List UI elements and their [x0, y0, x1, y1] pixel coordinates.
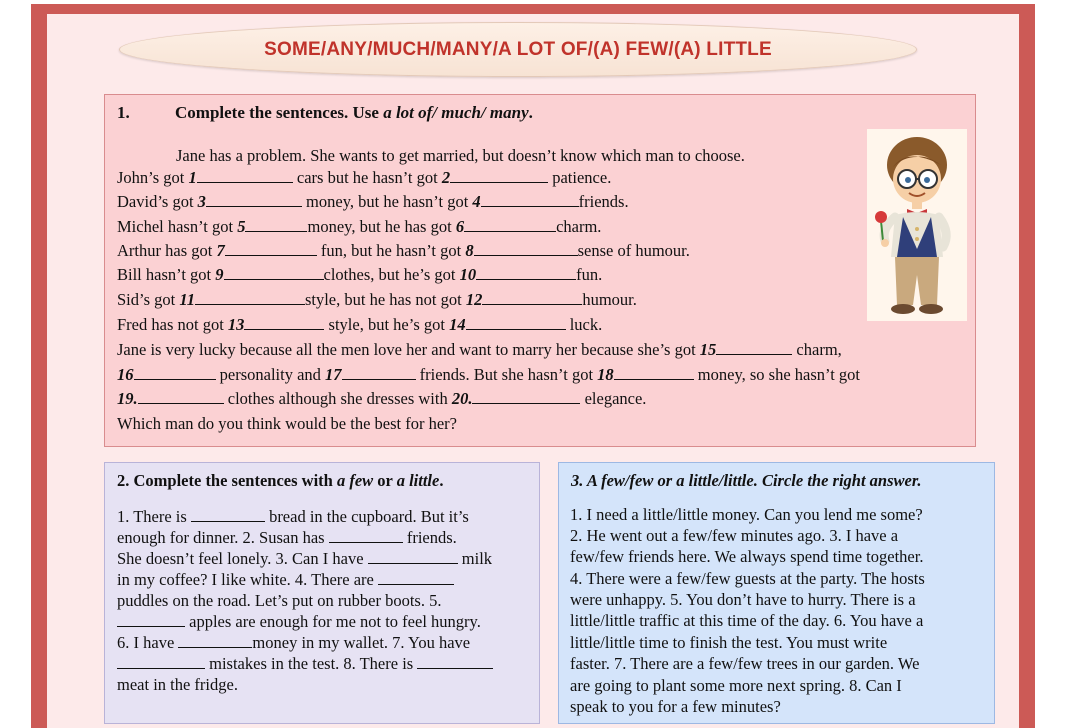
exercise-1-line: Jane is very lucky because all the men love her and want to marry her because she’s got 15 charm, [117, 340, 842, 359]
exercise-1-heading [117, 103, 533, 123]
exercise-1-intro: Jane has a problem. She wants to get married, but doesn’t know which man to choose. [176, 146, 745, 165]
title-banner [119, 22, 917, 77]
exercise-1-period: . [528, 103, 533, 122]
exercise-1-number: 1. [117, 103, 130, 122]
exercise-1-line: John’s got 1 cars but he hasn’t got 2 patience. [117, 168, 612, 187]
exercise-1-question: Which man do you think would be the best for her? [117, 414, 457, 433]
answer-blank[interactable] [224, 267, 324, 280]
exercise-2-heading: 2. Complete the sentences with a few or a little. [117, 471, 444, 490]
exercise-1-instruction: Complete the sentences. Use [175, 103, 384, 122]
exercise-2-line: 1. There is bread in the cupboard. But it’s [117, 507, 469, 526]
answer-blank[interactable] [474, 243, 578, 256]
answer-blank[interactable] [472, 391, 580, 404]
answer-blank[interactable] [482, 292, 582, 305]
exercise-2-line: 6. I have money in my wallet. 7. You have [117, 633, 471, 652]
answer-blank[interactable] [464, 219, 556, 232]
answer-blank[interactable] [368, 551, 458, 564]
answer-blank[interactable] [117, 614, 185, 627]
answer-blank[interactable] [191, 509, 265, 522]
exercise-3-heading: 3. A few/few or a little/little. Circle the right answer. [571, 471, 922, 490]
exercise-3-line[interactable]: are going to plant some more next spring. 8. Can I [570, 676, 902, 695]
exercise-1-line: 19. clothes although she dresses with 20. elegance. [117, 389, 647, 408]
exercise-2-line: puddles on the road. Let’s put on rubber boots. 5. [117, 591, 442, 610]
answer-blank[interactable] [450, 170, 548, 183]
exercise-2-box [104, 462, 540, 724]
answer-blank[interactable] [134, 367, 216, 380]
exercise-1-line: David’s got 3 money, but he hasn’t got 4 friends. [117, 192, 629, 211]
exercise-1-box [104, 94, 976, 447]
exercise-3-line[interactable]: speak to you for a few minutes? [570, 697, 781, 716]
answer-blank[interactable] [245, 219, 307, 232]
boy-with-flower-icon [867, 129, 967, 321]
exercise-2-line: enough for dinner. 2. Susan has friends. [117, 528, 457, 547]
exercise-1-line: Arthur has got 7 fun, but he hasn’t got 8 sense of humour. [117, 241, 690, 260]
exercise-3-line[interactable]: little/little time to finish the test. You must write [570, 633, 888, 652]
exercise-1-line: Michel hasn’t got 5 money, but he has got 6 charm. [117, 217, 602, 236]
answer-blank[interactable] [244, 317, 324, 330]
exercise-3-line[interactable]: were unhappy. 5. You don’t have to hurry. There is a [570, 590, 916, 609]
exercise-2-line: in my coffee? I like white. 4. There are [117, 570, 454, 590]
answer-blank[interactable] [197, 170, 293, 183]
exercise-2-line: mistakes in the test. 8. There is [117, 654, 493, 674]
answer-blank[interactable] [476, 267, 576, 280]
exercise-1-line: Bill hasn’t got 9 clothes, but he’s got 10 fun. [117, 265, 603, 284]
answer-blank[interactable] [342, 367, 416, 380]
exercise-3-line[interactable]: 4. There were a few/few guests at the party. The hosts [570, 569, 925, 588]
cartoon-boy-illustration [867, 129, 967, 321]
answer-blank[interactable] [716, 342, 792, 355]
exercise-1-line: 16 personality and 17 friends. But she hasn’t got 18 money, so she hasn’t got [117, 365, 861, 384]
exercise-1-words: a lot of/ much/ many [383, 103, 529, 122]
answer-blank[interactable] [178, 635, 252, 648]
answer-blank[interactable] [195, 292, 305, 305]
answer-blank[interactable] [138, 391, 224, 404]
answer-blank[interactable] [329, 530, 403, 543]
exercise-3-line[interactable]: 1. I need a little/little money. Can you lend me some? [570, 505, 923, 524]
exercise-2-line: apples are enough for me not to feel hungry. [117, 612, 481, 632]
answer-blank[interactable] [481, 194, 579, 207]
exercise-1-line: Fred has not got 13 style, but he’s got 14 luck. [117, 315, 603, 334]
answer-blank[interactable] [466, 317, 566, 330]
exercise-3-line[interactable]: little/little traffic at this time of the day. 6. You have a [570, 611, 924, 630]
answer-blank[interactable] [614, 367, 694, 380]
exercise-2-line: She doesn’t feel lonely. 3. Can I have milk [117, 549, 493, 568]
answer-blank[interactable] [417, 656, 493, 669]
answer-blank[interactable] [225, 243, 317, 256]
exercise-2-line: meat in the fridge. [117, 675, 238, 694]
exercise-3-line[interactable]: faster. 7. There are a few/few trees in our garden. We [570, 654, 920, 673]
exercise-3-line[interactable]: 2. He went out a few/few minutes ago. 3. I have a [570, 526, 899, 545]
worksheet-title: SOME/ANY/MUCH/MANY/A LOT OF/(A) FEW/(A) LITTLE [264, 38, 772, 60]
exercise-3-line[interactable]: few/few friends here. We always spend time together. [570, 547, 924, 566]
exercise-1-line: Sid’s got 11 style, but he has not got 12 humour. [117, 290, 637, 309]
answer-blank[interactable] [378, 572, 454, 585]
exercise-3-box [558, 462, 995, 724]
answer-blank[interactable] [206, 194, 302, 207]
answer-blank[interactable] [117, 656, 205, 669]
